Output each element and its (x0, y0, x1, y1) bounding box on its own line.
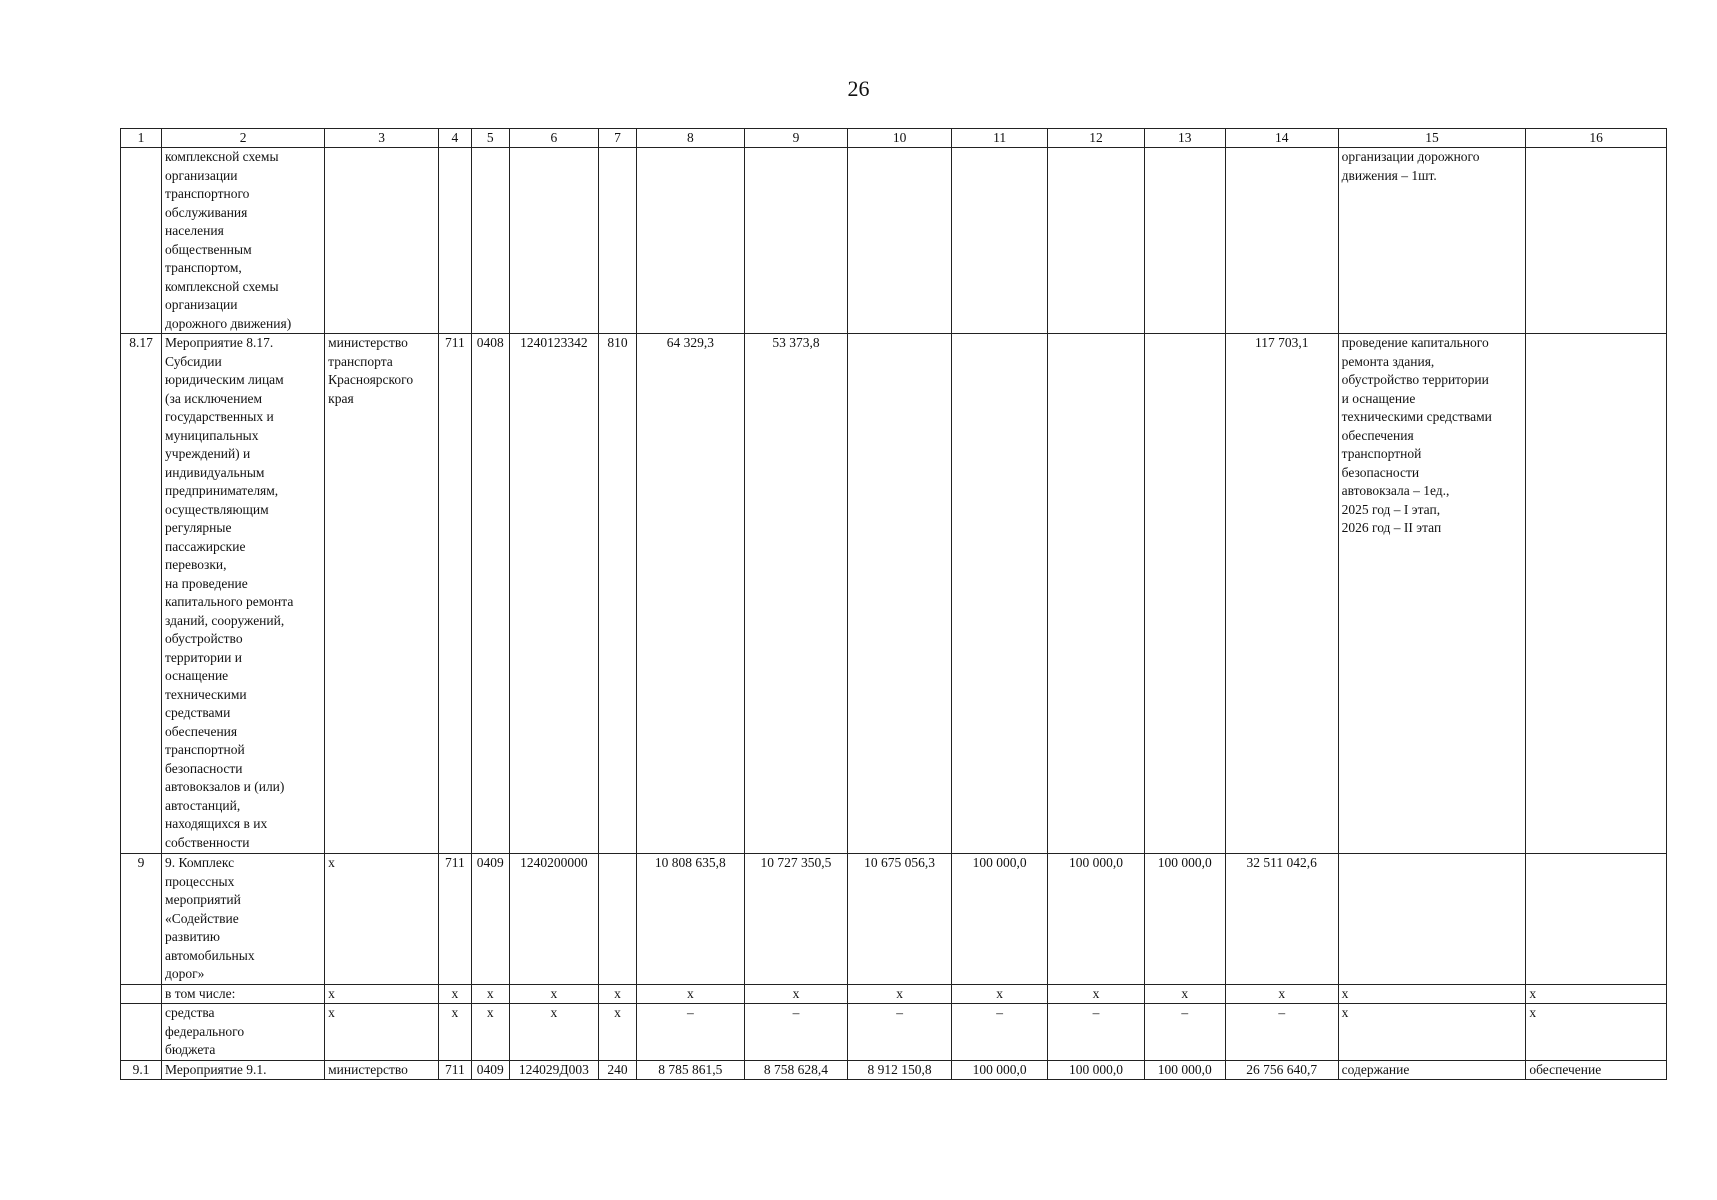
table-row (121, 148, 1667, 334)
amount-cell: х (744, 984, 848, 1004)
amount-cell (1144, 148, 1225, 334)
activity-name-cell: Мероприятие 9.1. (162, 1060, 325, 1080)
column-header: 12 (1048, 129, 1144, 148)
column-header: 9 (744, 129, 848, 148)
table-row (121, 334, 1667, 854)
table-row (121, 1060, 1667, 1080)
total-amount-cell (1225, 148, 1338, 334)
column-header: 13 (1144, 129, 1225, 148)
row-number-cell: 9.1 (121, 1060, 162, 1080)
amount-cell (1048, 148, 1144, 334)
target-article-cell (509, 148, 598, 334)
row-number-cell (121, 148, 162, 334)
section-code-cell: 0409 (471, 1060, 509, 1080)
expense-type-cell: 810 (599, 334, 637, 854)
amount-cell: – (1048, 1004, 1144, 1061)
expense-type-cell: х (599, 984, 637, 1004)
column-header: 8 (636, 129, 744, 148)
target-article-cell: 1240123342 (509, 334, 598, 854)
column-header: 1 (121, 129, 162, 148)
responsible-cell: министерство (325, 1060, 439, 1080)
target-article-cell: 1240200000 (509, 854, 598, 985)
amount-cell: х (848, 984, 952, 1004)
amount-cell: 64 329,3 (636, 334, 744, 854)
amount-cell: 100 000,0 (1144, 1060, 1225, 1080)
table-row (121, 984, 1667, 1004)
expected-result-cell (1338, 854, 1526, 985)
activity-name-cell: 9. Комплекс процессных мероприятий «Содействие развитию автомобильных дорог» (162, 854, 325, 985)
expected-result-cell: содержание (1338, 1060, 1526, 1080)
expected-result-cell: х (1338, 1004, 1526, 1061)
expected-result-cell: организации дорожного движения – 1шт. (1338, 148, 1526, 334)
responsible-cell: х (325, 1004, 439, 1061)
responsible-cell: х (325, 984, 439, 1004)
amount-cell: 8 785 861,5 (636, 1060, 744, 1080)
expected-result-cell: проведение капитального ремонта здания, обустройство территории и оснащение техническими средствами обеспечения транспортной безопасности автовокзала – 1ед., 2025 год – I этап, 2026 год – II этап (1338, 334, 1526, 854)
program-activities-table (120, 128, 1667, 1080)
amount-cell (1048, 334, 1144, 854)
expense-type-cell (599, 148, 637, 334)
expense-type-cell: 240 (599, 1060, 637, 1080)
total-amount-cell: х (1225, 984, 1338, 1004)
column-header: 4 (439, 129, 472, 148)
column-header: 15 (1338, 129, 1526, 148)
activity-name-cell: Мероприятие 8.17. Субсидии юридическим лицам (за исключением государственных и муниципальных учреждений) и индивидуальным предпринимателям, осуществляющим регулярные пассажирские перевозки, на проведение капитального ремонта зданий, сооружений, обустройство территории и оснащение техническими средствами обеспечения транспортной безопасности автовокзалов и (или) автостанций, находящихся в их собственности (162, 334, 325, 854)
amount-cell: 100 000,0 (1144, 854, 1225, 985)
amount-cell: х (951, 984, 1047, 1004)
note-cell (1526, 148, 1667, 334)
column-header: 6 (509, 129, 598, 148)
amount-cell (636, 148, 744, 334)
column-header: 5 (471, 129, 509, 148)
grbs-code-cell: 711 (439, 1060, 472, 1080)
row-number-cell (121, 984, 162, 1004)
amount-cell: 100 000,0 (1048, 854, 1144, 985)
expense-type-cell (599, 854, 637, 985)
amount-cell (848, 334, 952, 854)
target-article-cell: х (509, 984, 598, 1004)
amount-cell: – (1144, 1004, 1225, 1061)
total-amount-cell: 26 756 640,7 (1225, 1060, 1338, 1080)
section-code-cell: х (471, 984, 509, 1004)
total-amount-cell: – (1225, 1004, 1338, 1061)
column-header: 7 (599, 129, 637, 148)
note-cell: х (1526, 1004, 1667, 1061)
amount-cell: – (744, 1004, 848, 1061)
column-header: 2 (162, 129, 325, 148)
grbs-code-cell: 711 (439, 334, 472, 854)
grbs-code-cell (439, 148, 472, 334)
row-number-cell (121, 1004, 162, 1061)
amount-cell (1144, 334, 1225, 854)
table-row (121, 854, 1667, 985)
column-header: 10 (848, 129, 952, 148)
note-cell: обеспечение (1526, 1060, 1667, 1080)
section-code-cell: х (471, 1004, 509, 1061)
expense-type-cell: х (599, 1004, 637, 1061)
column-header: 3 (325, 129, 439, 148)
amount-cell (951, 148, 1047, 334)
amount-cell: 53 373,8 (744, 334, 848, 854)
amount-cell: 10 727 350,5 (744, 854, 848, 985)
expected-result-cell: х (1338, 984, 1526, 1004)
grbs-code-cell: х (439, 984, 472, 1004)
amount-cell: х (1144, 984, 1225, 1004)
target-article-cell: 124029Д003 (509, 1060, 598, 1080)
amount-cell (744, 148, 848, 334)
column-header: 14 (1225, 129, 1338, 148)
amount-cell: 10 808 635,8 (636, 854, 744, 985)
amount-cell: 8 758 628,4 (744, 1060, 848, 1080)
target-article-cell: х (509, 1004, 598, 1061)
column-number-header-row (121, 129, 1667, 148)
activity-name-cell: комплексной схемы организации транспортного обслуживания населения общественным транспортом, комплексной схемы организации дорожного движения) (162, 148, 325, 334)
note-cell (1526, 854, 1667, 985)
amount-cell: – (636, 1004, 744, 1061)
amount-cell: – (848, 1004, 952, 1061)
grbs-code-cell: х (439, 1004, 472, 1061)
amount-cell: 100 000,0 (951, 854, 1047, 985)
section-code-cell (471, 148, 509, 334)
amount-cell: х (1048, 984, 1144, 1004)
row-number-cell: 8.17 (121, 334, 162, 854)
amount-cell: – (951, 1004, 1047, 1061)
row-number-cell: 9 (121, 854, 162, 985)
page-number: 26 (847, 76, 870, 101)
table-row (121, 1004, 1667, 1061)
activity-name-cell: в том числе: (162, 984, 325, 1004)
amount-cell (848, 148, 952, 334)
total-amount-cell: 32 511 042,6 (1225, 854, 1338, 985)
responsible-cell (325, 148, 439, 334)
responsible-cell: х (325, 854, 439, 985)
column-header: 16 (1526, 129, 1667, 148)
amount-cell: 8 912 150,8 (848, 1060, 952, 1080)
amount-cell (951, 334, 1047, 854)
amount-cell: 100 000,0 (951, 1060, 1047, 1080)
activity-name-cell: средства федерального бюджета (162, 1004, 325, 1061)
total-amount-cell: 117 703,1 (1225, 334, 1338, 854)
amount-cell: 10 675 056,3 (848, 854, 952, 985)
section-code-cell: 0408 (471, 334, 509, 854)
responsible-cell: министерство транспорта Красноярского края (325, 334, 439, 854)
grbs-code-cell: 711 (439, 854, 472, 985)
section-code-cell: 0409 (471, 854, 509, 985)
note-cell (1526, 334, 1667, 854)
column-header: 11 (951, 129, 1047, 148)
amount-cell: 100 000,0 (1048, 1060, 1144, 1080)
amount-cell: х (636, 984, 744, 1004)
note-cell: х (1526, 984, 1667, 1004)
